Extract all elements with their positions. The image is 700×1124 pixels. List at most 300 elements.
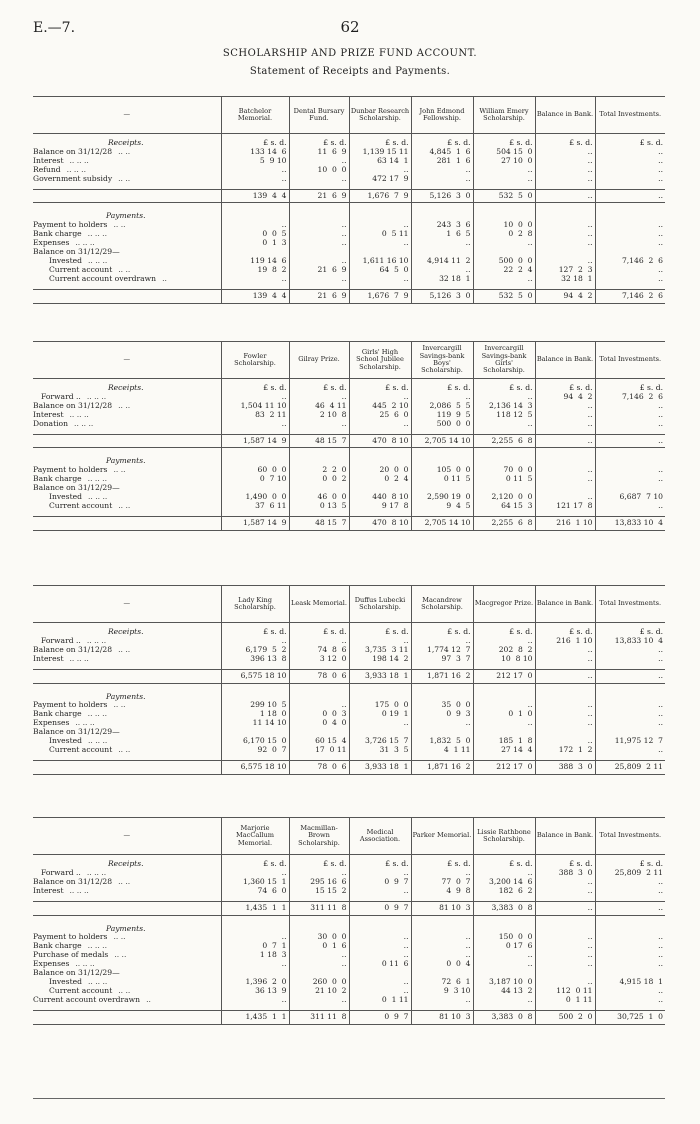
- leader-dots: .. .. ..: [75, 960, 95, 969]
- amount-cell: 0 0 2: [289, 475, 349, 484]
- row-label-text: Interest: [33, 654, 64, 663]
- amount-cell: ..: [595, 878, 665, 887]
- column-header-label: —: [33, 818, 221, 855]
- row-label: [33, 878, 221, 887]
- amount-cell: ..: [535, 737, 595, 746]
- amount-cell: ..: [473, 719, 535, 728]
- column-header: Dental Bursary Fund.: [289, 97, 349, 134]
- column-header: Balance in Bank.: [535, 818, 595, 855]
- amount-cell: 112 0 11: [535, 987, 595, 996]
- row-label: [33, 969, 221, 978]
- column-header: Marjorie MacCallum Memorial.: [221, 818, 289, 855]
- amount-cell: ..: [349, 933, 411, 942]
- amount-cell: ..: [473, 996, 535, 1005]
- amount-cell: ..: [221, 420, 289, 429]
- row-label: [33, 701, 221, 710]
- unit-header: £ s. d.: [411, 139, 473, 148]
- unit-header: £ s. d.: [411, 860, 473, 869]
- column-header: Total Investments.: [595, 818, 665, 855]
- leader-dots: .. .. ..: [69, 654, 89, 663]
- unit-header: £ s. d.: [411, 384, 473, 393]
- blank-cell: [289, 212, 349, 221]
- blank-cell: [535, 212, 595, 221]
- amount-cell: [221, 969, 289, 978]
- row-label-text: Bank charge: [33, 230, 82, 239]
- amount-cell: 15 15 2: [289, 887, 349, 896]
- amount-cell: 0 1 0: [473, 710, 535, 719]
- amount-cell: ..: [595, 960, 665, 969]
- amount-cell: 185 1 8: [473, 737, 535, 746]
- amount-cell: ..: [595, 266, 665, 275]
- row-label-text: Invested: [49, 493, 82, 502]
- row-label-text: Government subsidy: [33, 174, 113, 183]
- leader-dots: .. ..: [118, 745, 131, 754]
- row-label-text: Receipts.: [107, 860, 144, 868]
- column-header: Balance in Bank.: [535, 342, 595, 379]
- amount-cell: ..: [473, 951, 535, 960]
- receipts-total-cell: ..: [535, 901, 595, 915]
- row-label: [33, 942, 221, 951]
- amount-cell: [595, 728, 665, 737]
- amount-cell: ..: [535, 402, 595, 411]
- amount-cell: 472 17 9: [349, 175, 411, 184]
- leader-dots: .. .. ..: [86, 868, 107, 877]
- unit-header: £ s. d.: [535, 139, 595, 148]
- total-label-blank: [33, 1010, 221, 1024]
- amount-cell: 4,914 11 2: [411, 257, 473, 266]
- row-label: [33, 157, 221, 166]
- amount-cell: [221, 248, 289, 257]
- amount-cell: 60 15 4: [289, 737, 349, 746]
- unit-header: £ s. d.: [221, 384, 289, 393]
- leader-dots: .. .. ..: [74, 419, 94, 428]
- row-label-text: Balance on 31/12/28: [33, 877, 113, 886]
- row-label: [33, 951, 221, 960]
- amount-cell: ..: [535, 221, 595, 230]
- blank-cell: [473, 693, 535, 702]
- row-label: [33, 248, 221, 257]
- unit-header: £ s. d.: [349, 628, 411, 637]
- amount-cell: 1,490 0 0: [221, 493, 289, 502]
- row-label-text: Receipts.: [107, 384, 144, 392]
- blank-cell: [535, 925, 595, 934]
- leader-dots: .. ..: [114, 951, 127, 960]
- payments-total-cell: 139 4 4: [221, 289, 289, 303]
- amount-cell: 2,086 5 5: [411, 402, 473, 411]
- receipts-total-cell: ..: [535, 189, 595, 203]
- total-label-blank: [33, 901, 221, 915]
- amount-cell: [289, 728, 349, 737]
- payments-total-cell: 5,126 3 0: [411, 289, 473, 303]
- amount-cell: ..: [473, 393, 535, 402]
- row-label-text: Bank charge: [33, 475, 82, 484]
- amount-cell: 0 1 11: [535, 996, 595, 1005]
- amount-cell: ..: [289, 230, 349, 239]
- amount-cell: 10 8 10: [473, 655, 535, 664]
- payments-total-cell: 2,255 6 8: [473, 516, 535, 530]
- payments-total-cell: 2,705 14 10: [411, 516, 473, 530]
- amount-cell: 105 0 0: [411, 466, 473, 475]
- leader-dots: .. .. ..: [87, 710, 107, 719]
- leader-dots: ..: [146, 995, 151, 1004]
- row-label: [33, 148, 221, 157]
- unit-header: £ s. d.: [535, 384, 595, 393]
- amount-cell: 0 4 0: [289, 719, 349, 728]
- amount-cell: 388 3 0: [535, 869, 595, 878]
- amount-cell: ..: [535, 475, 595, 484]
- total-label-blank: [33, 669, 221, 683]
- row-label-text: Receipts.: [107, 139, 144, 147]
- amount-cell: [473, 248, 535, 257]
- row-label: [33, 175, 221, 184]
- amount-cell: ..: [595, 987, 665, 996]
- amount-cell: ..: [411, 266, 473, 275]
- blank-cell: [411, 212, 473, 221]
- receipts-total-cell: 1,435 1 1: [221, 901, 289, 915]
- row-label: [33, 960, 221, 969]
- amount-cell: 13,833 10 4: [595, 637, 665, 646]
- row-label-text: Current account: [49, 501, 113, 510]
- amount-cell: [535, 484, 595, 493]
- unit-header: £ s. d.: [473, 139, 535, 148]
- receipts-total-cell: 3,383 0 8: [473, 901, 535, 915]
- blank-cell: [595, 212, 665, 221]
- blank-cell: [221, 457, 289, 466]
- amount-cell: [221, 728, 289, 737]
- amount-cell: 0 1 3: [221, 239, 289, 248]
- row-label-text: Payment to holders: [33, 701, 108, 710]
- row-label: [33, 746, 221, 755]
- amount-cell: ..: [595, 719, 665, 728]
- amount-cell: 30 0 0: [289, 933, 349, 942]
- payments-total-cell: 0 9 7: [349, 1010, 411, 1024]
- column-header-label: —: [33, 97, 221, 134]
- amount-cell: 500 0 0: [473, 257, 535, 266]
- amount-cell: ..: [221, 275, 289, 284]
- amount-cell: 0 13 5: [289, 502, 349, 511]
- column-header: Girls' High School Jubilee Scholarship.: [349, 342, 411, 379]
- leader-dots: .. ..: [113, 466, 126, 475]
- amount-cell: ..: [221, 393, 289, 402]
- amount-cell: ..: [411, 933, 473, 942]
- column-header: Total Investments.: [595, 342, 665, 379]
- amount-cell: 22 2 4: [473, 266, 535, 275]
- amount-cell: 5 9 10: [221, 157, 289, 166]
- amount-cell: ..: [535, 239, 595, 248]
- amount-cell: ..: [349, 942, 411, 951]
- row-label-text: Expenses: [33, 960, 70, 969]
- row-label: [33, 628, 221, 637]
- amount-cell: 1 18 0: [221, 710, 289, 719]
- column-header: Batchelor Memorial.: [221, 97, 289, 134]
- blank-cell: [411, 693, 473, 702]
- row-label: [33, 230, 221, 239]
- leader-dots: .. .. ..: [87, 256, 108, 265]
- amount-cell: 175 0 0: [349, 701, 411, 710]
- leader-dots: .. .. ..: [75, 719, 95, 728]
- leader-dots: .. ..: [118, 645, 131, 654]
- amount-cell: 119 14 6: [221, 257, 289, 266]
- amount-cell: 77 0 7: [411, 878, 473, 887]
- column-header: Total Investments.: [595, 97, 665, 134]
- amount-cell: 1,360 15 1: [221, 878, 289, 887]
- amount-cell: ..: [411, 951, 473, 960]
- amount-cell: [411, 248, 473, 257]
- unit-header: £ s. d.: [535, 860, 595, 869]
- unit-header: £ s. d.: [289, 628, 349, 637]
- amount-cell: 0 7 1: [221, 942, 289, 951]
- amount-cell: 299 10 5: [221, 701, 289, 710]
- amount-cell: [221, 484, 289, 493]
- amount-cell: ..: [595, 710, 665, 719]
- row-label-text: Interest: [33, 156, 64, 165]
- amount-cell: 260 0 0: [289, 978, 349, 987]
- row-label: [33, 987, 221, 996]
- amount-cell: ..: [535, 466, 595, 475]
- row-label: [33, 402, 221, 411]
- unit-header: £ s. d.: [289, 860, 349, 869]
- amount-cell: 10 0 0: [289, 166, 349, 175]
- amount-cell: 32 18 1: [411, 275, 473, 284]
- amount-cell: ..: [349, 869, 411, 878]
- unit-header: £ s. d.: [221, 139, 289, 148]
- amount-cell: [349, 969, 411, 978]
- account-table-2: [33, 341, 665, 531]
- account-table-3: [33, 585, 665, 775]
- amount-cell: ..: [595, 933, 665, 942]
- receipts-total-cell: 1,676 7 9: [349, 189, 411, 203]
- amount-cell: 27 10 0: [473, 157, 535, 166]
- amount-cell: 1,774 12 7: [411, 646, 473, 655]
- row-label-text: Balance on 31/12/29—: [33, 969, 120, 978]
- amount-cell: [349, 484, 411, 493]
- amount-cell: ..: [595, 175, 665, 184]
- amount-cell: 1 6 5: [411, 230, 473, 239]
- receipts-total-cell: ..: [535, 434, 595, 448]
- column-header: Lissie Rathbone Scholarship.: [473, 818, 535, 855]
- column-header: Balance in Bank.: [535, 586, 595, 623]
- amount-cell: 121 17 8: [535, 502, 595, 511]
- row-label: [33, 257, 221, 266]
- amount-cell: ..: [595, 275, 665, 284]
- amount-cell: ..: [473, 239, 535, 248]
- amount-cell: [289, 969, 349, 978]
- amount-cell: 11 14 10: [221, 719, 289, 728]
- leader-dots: .. .. ..: [87, 493, 108, 502]
- row-label: [33, 266, 221, 275]
- total-label-blank: [33, 289, 221, 303]
- column-header: Macmillan-Brown Scholarship.: [289, 818, 349, 855]
- row-label-text: Invested: [49, 256, 82, 265]
- unit-header: £ s. d.: [595, 860, 665, 869]
- amount-cell: 31 3 5: [349, 746, 411, 755]
- amount-cell: ..: [349, 221, 411, 230]
- amount-cell: ..: [221, 996, 289, 1005]
- amount-cell: ..: [349, 887, 411, 896]
- amount-cell: [411, 728, 473, 737]
- amount-cell: 0 11 5: [473, 475, 535, 484]
- amount-cell: 60 0 0: [221, 466, 289, 475]
- amount-cell: ..: [535, 655, 595, 664]
- amount-cell: [349, 728, 411, 737]
- amount-cell: ..: [289, 257, 349, 266]
- amount-cell: 0 9 3: [411, 710, 473, 719]
- leader-dots: ..: [162, 274, 167, 283]
- row-label: [33, 887, 221, 896]
- column-header: Dunbar Research Scholarship.: [349, 97, 411, 134]
- row-label: [33, 719, 221, 728]
- amount-cell: [473, 484, 535, 493]
- payments-total-cell: 500 2 0: [535, 1010, 595, 1024]
- receipts-total-cell: 2,705 14 10: [411, 434, 473, 448]
- amount-cell: 4,915 18 1: [595, 978, 665, 987]
- row-label: [33, 411, 221, 420]
- total-label-blank: [33, 516, 221, 530]
- column-header: William Emery Scholarship.: [473, 97, 535, 134]
- amount-cell: 0 5 11: [349, 230, 411, 239]
- column-header: Leask Memorial.: [289, 586, 349, 623]
- amount-cell: ..: [535, 493, 595, 502]
- column-header: Duffus Lubecki Scholarship.: [349, 586, 411, 623]
- blank-cell: [221, 925, 289, 934]
- amount-cell: ..: [289, 951, 349, 960]
- unit-header: £ s. d.: [349, 384, 411, 393]
- column-header-label: —: [33, 342, 221, 379]
- amount-cell: ..: [535, 887, 595, 896]
- amount-cell: 202 8 2: [473, 646, 535, 655]
- receipts-total-cell: 48 15 7: [289, 434, 349, 448]
- row-label: [33, 933, 221, 942]
- amount-cell: 3 12 0: [289, 655, 349, 664]
- amount-cell: 11,975 12 7: [595, 737, 665, 746]
- payments-total-cell: 94 4 2: [535, 289, 595, 303]
- row-label-text: Balance on 31/12/29—: [33, 728, 120, 737]
- amount-cell: 0 19 1: [349, 710, 411, 719]
- amount-cell: ..: [535, 157, 595, 166]
- payments-total-cell: 13,833 10 4: [595, 516, 665, 530]
- payments-total-cell: 3,933 18 1: [349, 760, 411, 774]
- amount-cell: 2 10 8: [289, 411, 349, 420]
- amount-cell: ..: [535, 942, 595, 951]
- leader-dots: .. .. ..: [87, 942, 107, 951]
- amount-cell: 1,139 15 11: [349, 148, 411, 157]
- amount-cell: 37 6 11: [221, 502, 289, 511]
- row-label: [33, 393, 221, 402]
- payments-total-cell: 25,809 2 11: [595, 760, 665, 774]
- amount-cell: ..: [289, 869, 349, 878]
- row-label-text: Current account overdrawn: [49, 274, 157, 283]
- receipts-total-cell: 6,575 18 10: [221, 669, 289, 683]
- leader-dots: .. ..: [113, 933, 126, 942]
- amount-cell: [595, 248, 665, 257]
- receipts-total-cell: ..: [595, 189, 665, 203]
- amount-cell: ..: [289, 175, 349, 184]
- blank-cell: [349, 457, 411, 466]
- payments-total-cell: 81 10 3: [411, 1010, 473, 1024]
- unit-header: £ s. d.: [349, 860, 411, 869]
- row-label: [33, 221, 221, 230]
- amount-cell: ..: [411, 239, 473, 248]
- unit-header: £ s. d.: [349, 139, 411, 148]
- amount-cell: ..: [595, 402, 665, 411]
- row-label-text: Receipts.: [107, 628, 144, 636]
- leader-dots: .. .. ..: [69, 156, 89, 165]
- receipts-total-cell: 1,587 14 9: [221, 434, 289, 448]
- leader-dots: .. .. ..: [69, 886, 89, 895]
- amount-cell: ..: [349, 275, 411, 284]
- row-label-text: Current account: [49, 745, 113, 754]
- amount-cell: 20 0 0: [349, 466, 411, 475]
- amount-cell: ..: [411, 719, 473, 728]
- leader-dots: .. .. ..: [87, 475, 107, 484]
- receipts-total-cell: 3,933 18 1: [349, 669, 411, 683]
- row-label-text: Forward ..: [41, 868, 81, 877]
- amount-cell: 127 2 3: [535, 266, 595, 275]
- amount-cell: ..: [289, 960, 349, 969]
- amount-cell: 0 11 6: [349, 960, 411, 969]
- column-header: Total Investments.: [595, 586, 665, 623]
- row-label-text: Payments.: [105, 457, 146, 466]
- amount-cell: ..: [535, 420, 595, 429]
- amount-cell: ..: [535, 230, 595, 239]
- row-label-text: Expenses: [33, 239, 70, 248]
- amount-cell: 63 14 1: [349, 157, 411, 166]
- row-label-text: Balance on 31/12/29—: [33, 248, 120, 257]
- amount-cell: 3,735 3 11: [349, 646, 411, 655]
- row-label: [33, 728, 221, 737]
- amount-cell: 9 3 10: [411, 987, 473, 996]
- blank-cell: [535, 457, 595, 466]
- amount-cell: 0 17 6: [473, 942, 535, 951]
- amount-cell: ..: [349, 987, 411, 996]
- column-header-label: —: [33, 586, 221, 623]
- amount-cell: ..: [411, 996, 473, 1005]
- amount-cell: ..: [349, 393, 411, 402]
- leader-dots: .. ..: [118, 147, 131, 156]
- amount-cell: ..: [535, 933, 595, 942]
- amount-cell: ..: [595, 701, 665, 710]
- amount-cell: 133 14 6: [221, 148, 289, 157]
- row-label: [33, 996, 221, 1005]
- amount-cell: ..: [349, 719, 411, 728]
- amount-cell: 3,200 14 6: [473, 878, 535, 887]
- row-label-text: Expenses: [33, 719, 70, 728]
- amount-cell: ..: [535, 148, 595, 157]
- amount-cell: ..: [411, 637, 473, 646]
- amount-cell: ..: [535, 701, 595, 710]
- amount-cell: ..: [473, 420, 535, 429]
- amount-cell: ..: [595, 502, 665, 511]
- amount-cell: 198 14 2: [349, 655, 411, 664]
- receipts-total-cell: 1,871 16 2: [411, 669, 473, 683]
- amount-cell: ..: [595, 996, 665, 1005]
- leader-dots: .. .. ..: [87, 977, 108, 986]
- amount-cell: 74 6 0: [221, 887, 289, 896]
- blank-cell: [411, 925, 473, 934]
- blank-cell: [221, 212, 289, 221]
- row-label: [33, 693, 221, 702]
- amount-cell: ..: [221, 166, 289, 175]
- unit-header: £ s. d.: [595, 628, 665, 637]
- row-label: [33, 655, 221, 664]
- row-label-text: Balance on 31/12/28: [33, 401, 113, 410]
- receipts-total-cell: ..: [595, 901, 665, 915]
- blank-cell: [595, 457, 665, 466]
- amount-cell: 21 6 9: [289, 266, 349, 275]
- document-title: SCHOLARSHIP AND PRIZE FUND ACCOUNT.: [222, 48, 478, 59]
- row-label-text: Current account: [49, 265, 113, 274]
- amount-cell: 92 0 7: [221, 746, 289, 755]
